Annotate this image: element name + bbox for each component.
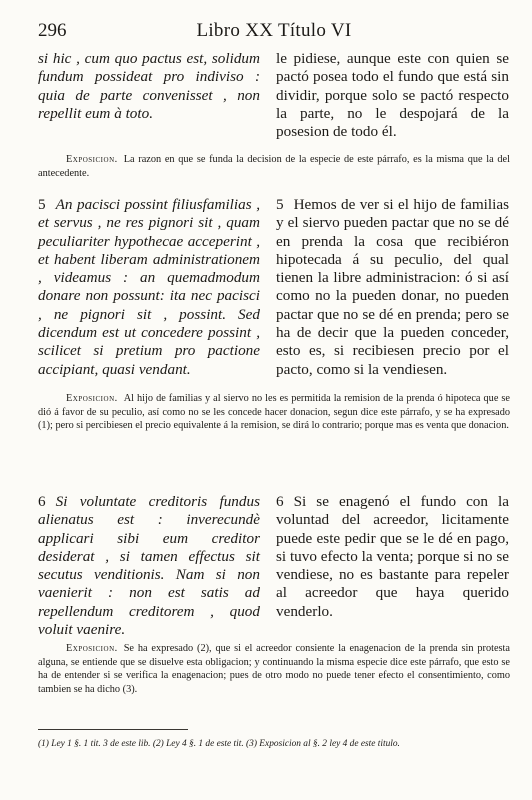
running-title: Libro XX Título VI: [196, 20, 352, 41]
latin-paragraph-5: [38, 196, 260, 379]
page-header: [38, 20, 510, 44]
exposition-5: [38, 392, 510, 433]
latin-text: Si voluntate creditoris fundus alienatus est : inverecundè applicari sibi eum creditor desiderat , si tamen effectus sit secutus venditionis. Nam si non vaenierit : non est satis ad repellendum creditorem , quod voluit vaenire.: [38, 493, 260, 639]
exposition-label: Exposicion.: [66, 643, 118, 654]
spanish-paragraph-6: [276, 493, 509, 621]
latin-text: An pacisci possint filiusfamilias , et servus , ne res pignori sit , quam peculiariter hypothecae acceperint , et habent liberam administrationem , videamus : an quemadmodum donare non possunt: ita nec pacisci , ne pignori sit , possint. Sed dicendum est ut concedere possint , scilicet si pretium pro pactione accipiant, quasi vendant.: [38, 196, 260, 378]
exposition-text: Se ha expresado (2), que si el acreedor consiente la enagenacion de la prenda sin protesta alguna, se entiende que se disuelve esta obligacion; y continuando la misma especie dice este párrafo, que esto se ha de entender si se verifica la enagenacion; pues de otro modo no puede tener efecto el consentimiento, como tambien se ha dicho (3).: [38, 643, 510, 695]
latin-text-continuation: si hic , cum quo pactus est, solidum fundum possideat pro indiviso : quia de parte convenisset , non repellit eum à toto.: [38, 50, 260, 122]
footnote-divider: [38, 729, 188, 730]
exposition-text: Al hijo de familias y al siervo no les es permitida la remision de la prenda ó hipoteca que se dió á favor de su peculio, así como no se les concede hacer donacion, segun dice este párrafo, y se ha expresado (1); pero si percibiesen el precio equivalente á la remision, se dirá lo contrario; porque mas es venta que donacion.: [38, 393, 510, 432]
exposition-6: [38, 642, 510, 696]
paragraph-number: 5: [38, 196, 46, 213]
paragraph-number: 6: [276, 493, 284, 510]
page-number: 296: [38, 20, 67, 41]
exposition-text: La razon en que se funda la decision de la especie de este párrafo, es la misma que la del antecedente.: [38, 154, 510, 179]
spanish-text: Hemos de ver si el hijo de familias y el siervo pueden pactar que no se dé en prenda la cosa que recibiéron hipotecada á su peculio, del qual tienen la libre administracion: ó si así como no la pueden donar, no pueden pactar que no se dé en prenda; pero se ha de decir que la pueden conceder, esto es, si recibiesen precio por el pacto, como si la vendiesen.: [276, 196, 509, 378]
exposition-label: Exposicion.: [66, 393, 118, 404]
paragraph-number: 6: [38, 493, 46, 510]
spanish-text-continuation: le pidiese, aunque este con quien se pactó posea todo el fundo que está sin dividir, porque solo se pactó respecto la parte, no le despojará de la posesion de todo él.: [276, 50, 509, 141]
latin-paragraph-6: [38, 493, 260, 639]
exposition-1: [38, 153, 510, 180]
spanish-paragraph-5: [276, 196, 509, 379]
paragraph-number: 5: [276, 196, 284, 213]
footnotes: (1) Ley 1 §. 1 tit. 3 de este lib. (2) Ley 4 §. 1 de este tit. (3) Exposicion al §. 2 ley 4 de este titulo.: [38, 739, 400, 749]
exposition-label: Exposicion.: [66, 154, 118, 165]
spanish-text: Si se enagenó el fundo con la voluntad del acreedor, licitamente puede este pedir que se le dé en pago, si tuvo efecto la venta; porque si no se vendiese, no es bastante para repeler al acreedor que haya querido venderlo.: [276, 493, 509, 620]
